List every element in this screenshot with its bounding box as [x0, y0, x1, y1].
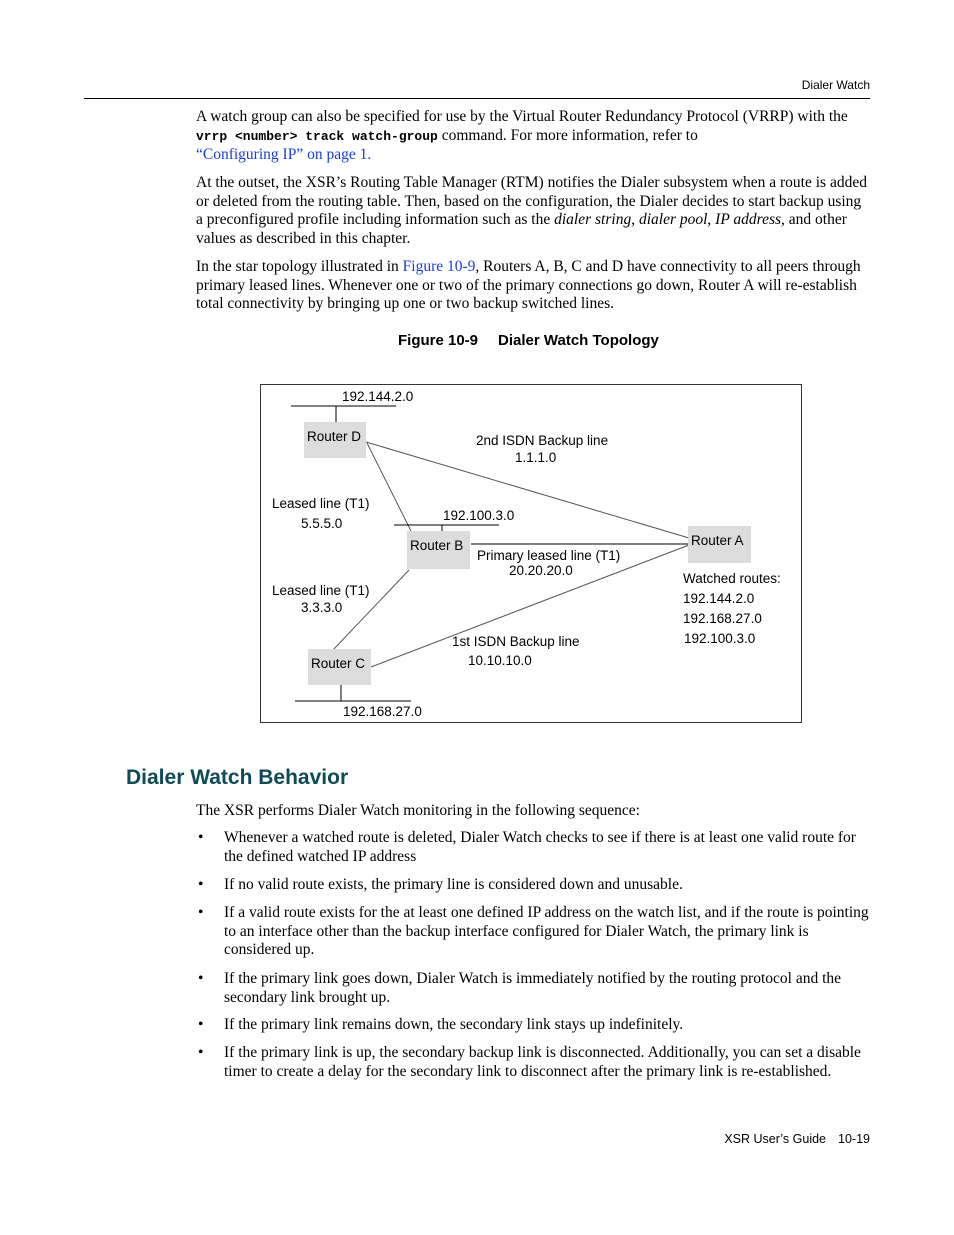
running-header: Dialer Watch [801, 78, 870, 92]
leased-line-d-b-title: Leased line (T1) [272, 496, 370, 511]
isdn-backup-1-title: 1st ISDN Backup line [452, 634, 580, 649]
watched-route-2: 192.168.27.0 [683, 611, 762, 626]
router-d-label: Router D [307, 429, 362, 444]
p3-text-1: In the star topology illustrated in [196, 258, 403, 275]
list-item-text: If no valid route exists, the primary line is considered down and unusable. [224, 876, 683, 893]
watched-routes-title: Watched routes: [683, 571, 781, 586]
p2-text-2: , [631, 211, 639, 229]
watched-route-3: 192.100.3.0 [684, 631, 756, 646]
figure-caption [398, 332, 659, 349]
page-number: 10-19 [838, 1132, 870, 1146]
leased-line-d-b-network: 5.5.5.0 [301, 516, 343, 531]
router-a-label: Router A [691, 533, 744, 548]
router-a [688, 526, 751, 563]
bullet-marker: • [198, 876, 204, 893]
list-item-text: If the primary link is up, the secondary backup link is disconnected. Additionally, you can set a disable timer to create a delay for the secondary link to disconnect after the primary link is re-established. [224, 1044, 861, 1080]
network-d-label: 192.144.2.0 [342, 389, 414, 404]
p2-text-1: At the outset, the XSR’s Routing Table Manager (RTM) notifies the Dialer subsystem when a route is added or deleted from the routing table. Then, based on the configuration, the Dialer decides to start backup using a preconfigured profile including information such as the [196, 174, 867, 229]
router-c [308, 649, 371, 685]
router-b-label: Router B [410, 538, 464, 553]
p2-italic-ip-address: IP address [715, 211, 782, 229]
p1-text-1: A watch group can also be specified for use by the Virtual Router Redundancy Protocol (VRRP) with the [196, 108, 848, 125]
p2-text-4: , and other values as described in this chapter. [196, 211, 847, 248]
network-c-label: 192.168.27.0 [343, 704, 422, 719]
list-item-text: If the primary link remains down, the secondary link stays up indefinitely. [224, 1016, 684, 1033]
bullet-marker: • [198, 904, 204, 921]
page-footer [724, 1132, 870, 1146]
bullet-marker: • [198, 970, 204, 987]
p3-text-2: , Routers A, B, C and D have connectivity to all peers through primary leased lines. Whenever one or two of the primary connections go down, Router A will re-establish total connectivity by bringing up one or two backup switched lines. [196, 258, 861, 313]
leased-line-b-c-title: Leased line (T1) [272, 583, 370, 598]
leased-line-b-c-network: 3.3.3.0 [301, 600, 343, 615]
topology-diagram [260, 384, 802, 723]
router-b [407, 531, 470, 569]
guide-title: XSR User’s Guide [724, 1132, 827, 1146]
list-item-text: If a valid route exists for the at least one defined IP address on the watch list, and if the route is pointing to an interface other than the backup interface configured for Dialer Watch, the primary link is considered up. [224, 904, 869, 959]
p1-text-3: . [367, 146, 372, 164]
p2-text-3: , [707, 211, 716, 229]
section-intro: The XSR performs Dialer Watch monitoring in the following sequence: [196, 802, 640, 819]
router-c-label: Router C [311, 656, 366, 671]
isdn-backup-1-network: 10.10.10.0 [468, 653, 532, 668]
bullet-marker: • [198, 1016, 204, 1033]
isdn-backup-2-title: 2nd ISDN Backup line [476, 433, 609, 448]
network-b-label: 192.100.3.0 [443, 508, 515, 523]
configuring-ip-link[interactable]: “Configuring IP” on page 1 [196, 146, 368, 164]
leased-line-b-c [333, 570, 409, 650]
section-heading: Dialer Watch Behavior [126, 766, 349, 789]
list-item-text: If the primary link goes down, Dialer Watch is immediately notified by the routing protocol and the secondary link brought up. [224, 970, 842, 1006]
list-item-text: Whenever a watched route is deleted, Dialer Watch checks to see if there is at least one valid route for the defined watched IP address [224, 829, 856, 865]
figure-title: Dialer Watch Topology [498, 332, 659, 349]
p1-text-2: command. For more information, refer to [437, 126, 698, 144]
header-rule [84, 98, 870, 99]
vrrp-command-code: vrrp <number> track watch-group [196, 128, 438, 144]
bullet-marker: • [198, 829, 204, 846]
p2-italic-dialer-string: dialer string [554, 211, 632, 229]
paragraph-rtm [196, 174, 868, 249]
primary-line-network: 20.20.20.0 [509, 563, 573, 578]
isdn-backup-2-network: 1.1.1.0 [515, 450, 557, 465]
bullet-marker: • [198, 1044, 204, 1061]
figure-number: Figure 10-9 [398, 332, 479, 349]
paragraph-vrrp [196, 108, 868, 165]
p2-italic-dialer-pool: dialer pool [638, 211, 708, 229]
watched-route-1: 192.144.2.0 [683, 591, 755, 606]
figure-10-9-link[interactable]: Figure 10-9 [402, 258, 476, 275]
router-d [304, 422, 366, 458]
primary-line-title: Primary leased line (T1) [477, 548, 621, 563]
paragraph-star-topology [196, 258, 868, 314]
